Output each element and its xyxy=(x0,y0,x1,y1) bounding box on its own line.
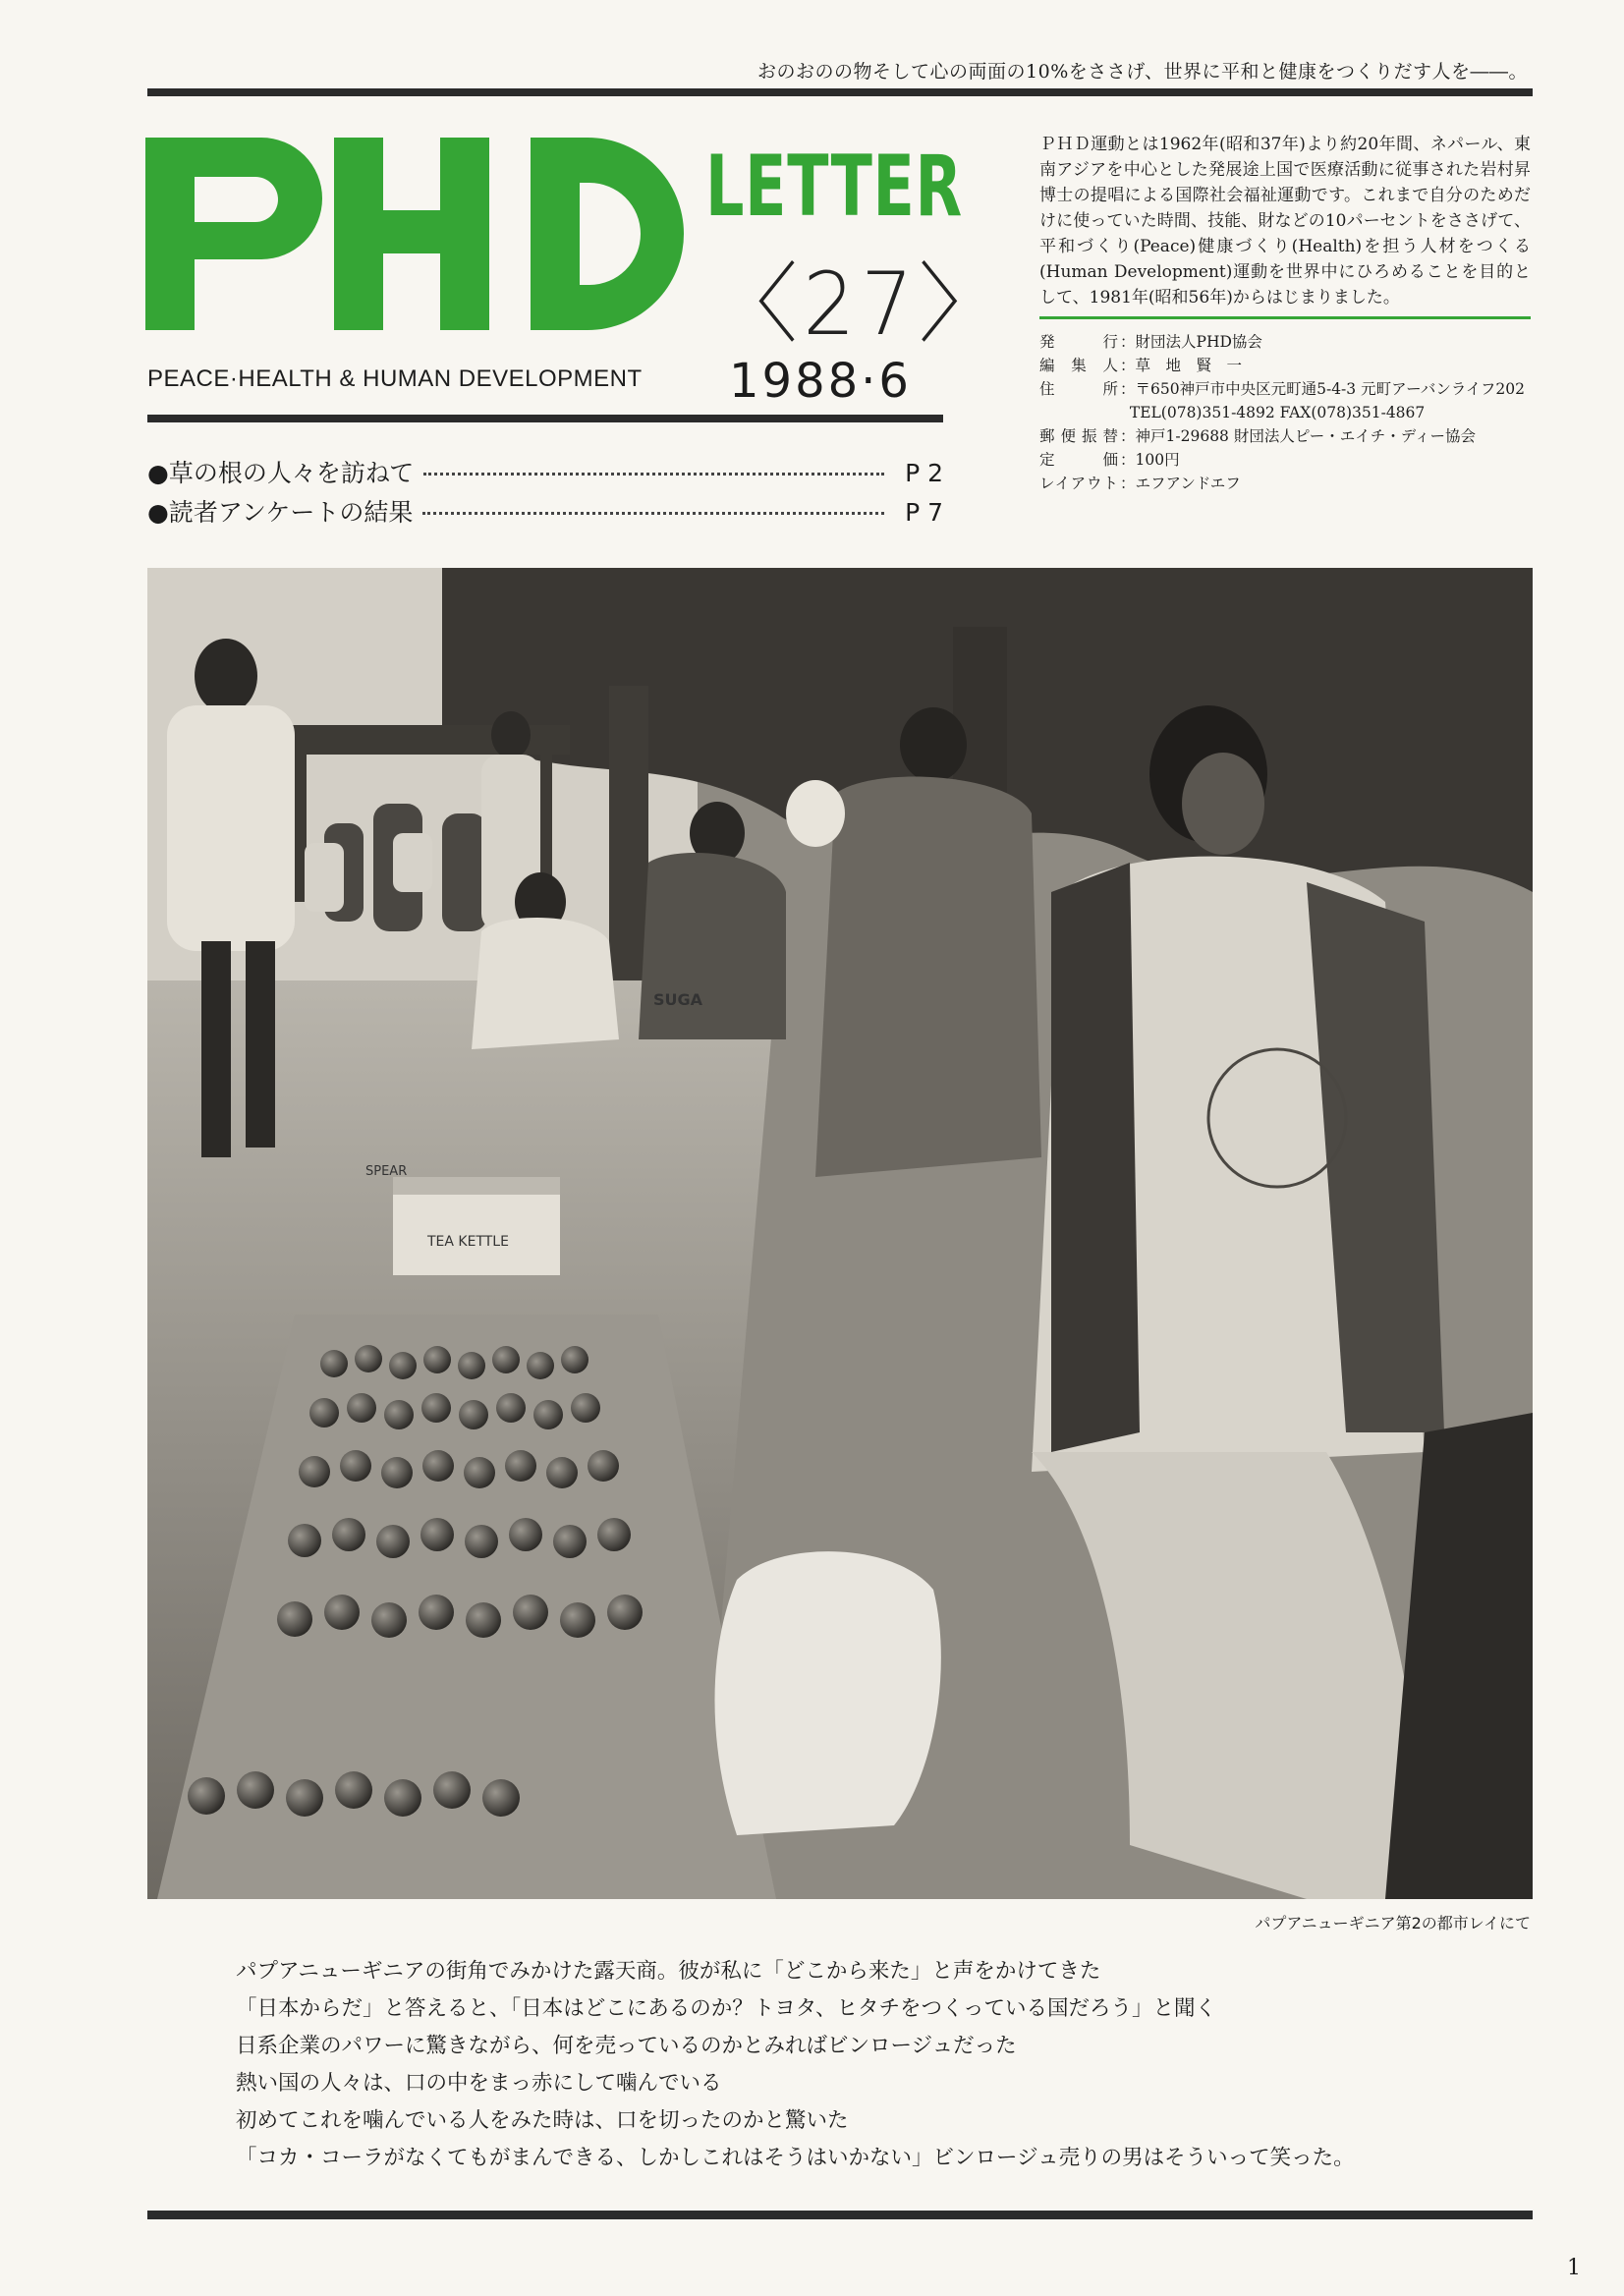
about-rule xyxy=(1039,316,1531,319)
colophon-label: 発 行 xyxy=(1039,333,1118,351)
colophon xyxy=(1039,330,1536,495)
top-rule xyxy=(147,88,1533,96)
market-photo-illustration xyxy=(147,568,1533,1899)
toc-leader xyxy=(422,512,884,515)
colophon-row xyxy=(1039,401,1536,424)
colophon-label: 定 価 xyxy=(1039,451,1118,469)
table-of-contents xyxy=(147,454,943,532)
story-line: パプアニューギニアの街角でみかけた露天商。彼が私に「どこから来た」と声をかけてきた xyxy=(236,1959,1101,1984)
story-line: 「日本からだ」と答えると、「日本はどこにあるのか？トヨタ、ヒタチをつくっている国だろう」と聞く xyxy=(236,1996,1217,2021)
masthead-subtitle: PEACE·HEALTH & HUMAN DEVELOPMENT xyxy=(147,365,643,392)
issue-date: 1988·6 xyxy=(729,354,912,409)
sign-label: SPEAR xyxy=(365,1164,408,1179)
colophon-label: 郵便振替 xyxy=(1039,427,1118,445)
story-text xyxy=(236,1953,1355,2177)
colophon-row: 編集人 ： 草 地 賢 一 xyxy=(1039,354,1536,377)
colophon-value: エフアンドエフ xyxy=(1135,475,1241,492)
colophon-value: 〒650神戸市中央区元町通5-4-3 元町アーバンライフ202 xyxy=(1135,380,1526,398)
toc-item[interactable] xyxy=(147,454,943,493)
colophon-row: 郵便振替 ： 神戸1-29688 財団法人ピー・エイチ・ディー協会 xyxy=(1039,424,1536,448)
toc-leader xyxy=(423,473,884,476)
bottom-rule xyxy=(147,2211,1533,2219)
story-line: 日系企業のパワーに驚きながら、何を売っているのかとみればビンロージュだった xyxy=(236,2034,1017,2058)
colophon-row: 住 所 ： 〒650神戸市中央区元町通5-4-3 元町アーバンライフ202 xyxy=(1039,377,1536,401)
colophon-value: 財団法人PHD協会 xyxy=(1135,333,1262,351)
phd-logo xyxy=(145,138,684,330)
colophon-label: 住 所 xyxy=(1039,380,1118,398)
masthead-letter: LETTER xyxy=(705,138,963,236)
colophon-value: TEL(078)351-4892 FAX(078)351-4867 xyxy=(1129,404,1426,421)
story-line: 初めてこれを噛んでいる人をみた時は、口を切ったのかと驚いた xyxy=(236,2108,849,2133)
colophon-row: 定 価 ： 100円 xyxy=(1039,448,1536,472)
colophon-label xyxy=(1039,401,1118,424)
masthead-rule xyxy=(147,415,943,422)
shirt-label: SUGA xyxy=(653,990,703,1009)
story-line: 熱い国の人々は、口の中をまっ赤にして噛んでいる xyxy=(236,2071,722,2096)
issue-number: 〈27〉 xyxy=(715,253,1007,355)
colophon-row: レイアウト ： エフアンドエフ xyxy=(1039,472,1536,495)
about-text: ＰＨＤ運動とは1962年(昭和37年)より約20年間、ネパール、東南アジアを中心とした発展途上国で医療活動に従事された岩村昇博士の提唱による国際社会福祉運動です。これまで自分のためだけに使っていた時間、技能、財などの10パーセントをささげて、平和づくり(Peace)健康づくり(Health)を担う人材をつくる(Human Development)運動を世界中にひろめることを目的として、1981年(昭和56年)からはじまりました。 xyxy=(1039,135,1531,308)
tagline: おのおのの物そして心の両面の10%をささげ、世界に平和と健康をつくりだす人を――。 xyxy=(757,61,1528,83)
colophon-value: 神戸1-29688 財団法人ピー・エイチ・ディー協会 xyxy=(1135,427,1476,445)
toc-page: P 7 xyxy=(905,498,943,527)
story-line: 「コカ・コーラがなくてもがまんできる、しかしこれはそうはいかない」ビンロージュ売りの男はそういって笑った。 xyxy=(236,2146,1355,2170)
toc-title: ●読者アンケートの結果 xyxy=(147,498,414,527)
colophon-label: レイアウト xyxy=(1039,475,1118,492)
colophon-value: 草 地 賢 一 xyxy=(1135,357,1243,374)
toc-item[interactable] xyxy=(147,493,943,532)
toc-page: P 2 xyxy=(905,459,943,487)
toc-title: ●草の根の人々を訪ねて xyxy=(147,459,415,487)
colophon-value: 100円 xyxy=(1135,451,1180,469)
page-number: 1 xyxy=(1567,2256,1581,2280)
colophon-row: 発 行 ： 財団法人PHD協会 xyxy=(1039,330,1536,354)
market-photo xyxy=(147,568,1533,1899)
photo-caption: パプアニューギニア第2の都市レイにて xyxy=(1255,1914,1531,1932)
colophon-label: 編集人 xyxy=(1039,357,1118,374)
box-label: TEA KETTLE xyxy=(427,1234,509,1250)
